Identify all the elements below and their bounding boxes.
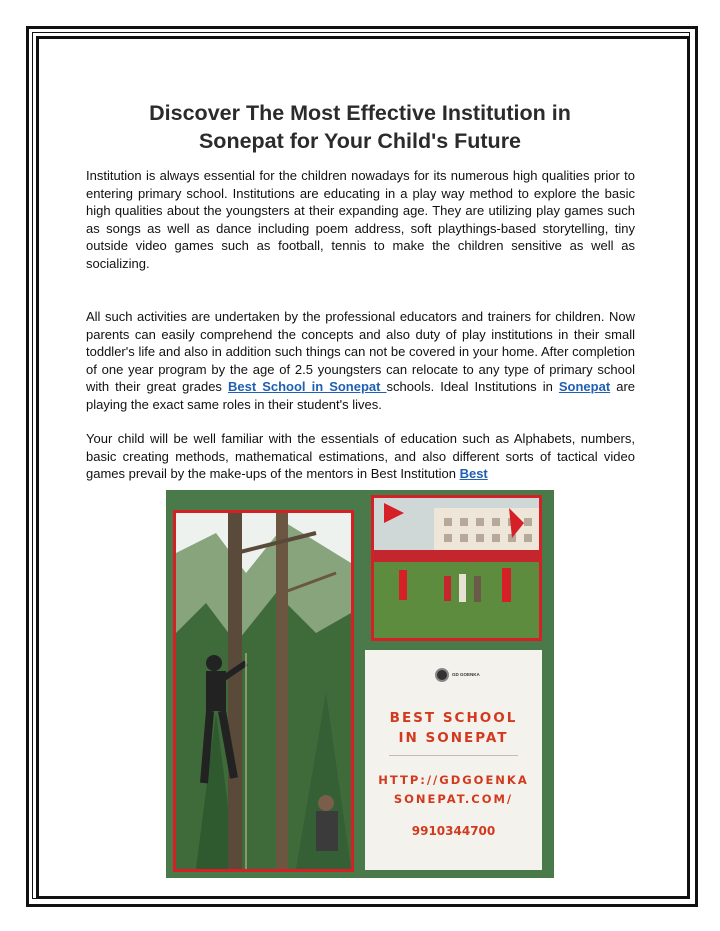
advert-phone-number: 9910344700: [411, 824, 496, 838]
advert-url-line-1: HTTP://GDGOENKA: [378, 773, 529, 787]
advert-headline-line-1: BEST SCHOOL: [389, 710, 518, 726]
school-logo-text: GD GOENKA: [452, 672, 480, 677]
school-parade-photo: [371, 495, 542, 641]
best-link[interactable]: Best: [459, 466, 488, 482]
school-advert-card: [365, 650, 542, 870]
advert-url-line-2: SONEPAT.COM/: [393, 792, 514, 806]
title-line-2: Sonepat for Your Child's Future: [198, 129, 522, 153]
school-photo-collage: [166, 490, 554, 878]
school-logo: [435, 665, 480, 693]
paragraph-2-text-b: schools. Ideal Institutions in: [386, 379, 559, 395]
title-line-1: Discover The Most Effective Institution in: [149, 101, 571, 125]
sonepat-link[interactable]: Sonepat: [558, 379, 611, 395]
paragraph-2: [86, 308, 635, 414]
paragraph-3-text: Your child will be well familiar with the essentials of education such as Alphabets, numbers, basic creating methods, mathematical estimations, and also different sorts of tactical video games prevail by the make-ups of the mentors in Best Institution: [86, 431, 635, 482]
advert-headline-line-2: IN SONEPAT: [398, 730, 509, 746]
tree-climbing-photo: [173, 510, 354, 872]
page-title: [86, 99, 634, 155]
paragraph-1: Institution is always essential for the children nowadays for its numerous high qualities prior to entering primary school. Institutions are educating in a play way method to explore the basic high qualities about the youngsters at their expanding age. They are utilizing play games such as songs as well as dance including poem address, soft playthings-based storytelling, tiny outside video games such as football, tennis to make the children sensitive as well as socializing.: [86, 168, 635, 271]
advert-divider: [389, 755, 518, 756]
paragraph-2-text-c: are playing the exact same roles in their student's lives.: [86, 379, 636, 412]
best-school-in-sonepat-link[interactable]: Best School in Sonepat: [227, 379, 387, 395]
school-crest-icon: [435, 668, 449, 682]
paragraph-3: [86, 430, 635, 483]
paragraph-2-text-a: All such activities are undertaken by the professional educators and trainers for children. Now parents can easily comprehend the concepts and also duty of play institutions in their small toddler's life and also in addition such things can not be covered in your home. After completion of one year program by the age of 2.5 youngsters can relocate to any type of primary school with their great grades: [86, 309, 635, 395]
